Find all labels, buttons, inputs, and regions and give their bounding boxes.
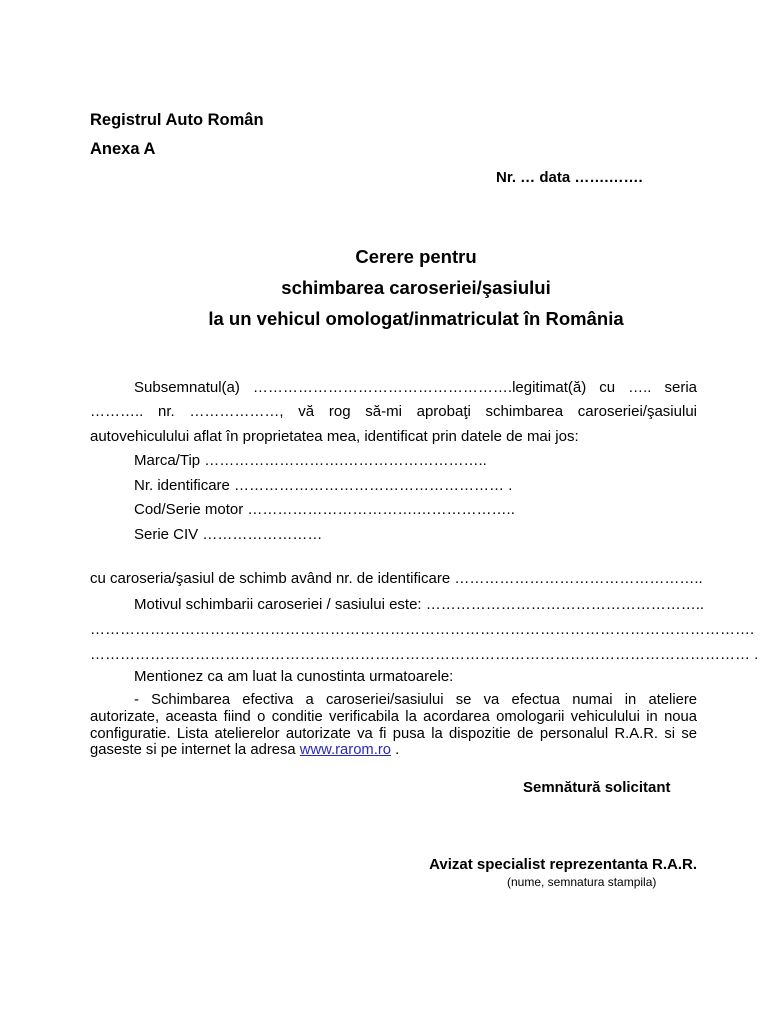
specialist-approval-note: (nume, semnatura stampila)	[507, 875, 657, 889]
acknowledgement-intro: Mentionez ca am luat la cunostinta urmatoarele:	[134, 668, 454, 685]
number-date-field: Nr. … data …….…….	[496, 169, 643, 186]
acknowledgement-line-2: autorizate, aceasta fiind o conditie verificabila la acordarea omologarii vehiculului in noua	[90, 709, 697, 725]
sentence-end: .	[395, 742, 400, 758]
request-line-3: autovehiculului aflat în proprietatea mea, identificat prin datele de mai jos:	[90, 428, 579, 445]
website-intro-text: gaseste si pe internet la adresa	[90, 742, 296, 758]
annex-label: Anexa A	[90, 140, 156, 158]
request-line-2: ……….. nr. ………………, vă rog să-mi aprobaţi schimbarea caroseriei/şasiului	[90, 403, 697, 420]
title-line-3: la un vehicul omologat/inmatriculat în România	[208, 308, 624, 329]
rar-website-link[interactable]: www.rarom.ro	[299, 742, 392, 758]
reason-blank-line-1: …………………………………………………………………………………………………………………….	[90, 621, 755, 638]
replacement-reason-line: Motivul schimbarii caroseriei / sasiului este: ………………………………………………..	[134, 596, 705, 613]
acknowledgement-line-4	[90, 742, 399, 759]
title-line-1: Cerere pentru	[355, 246, 477, 267]
applicant-signature-label: Semnătură solicitant	[523, 779, 671, 796]
request-line-1: Subsemnatul(a) …………………………………………….legitimat(ă) cu ….. seria	[134, 379, 697, 396]
acknowledgement-line-3: configuratie. Lista atelierelor autorizate va fi pusa la dispozitie de personalul R.A.R. si se	[90, 726, 697, 742]
organization-name: Registrul Auto Român	[90, 111, 264, 129]
field-make-type: Marca/Tip ……………………….………………………..	[134, 452, 487, 469]
field-engine-code: Cod/Serie motor …………………………….………………..	[134, 501, 515, 518]
title-line-2: schimbarea caroseriei/şasiului	[281, 277, 551, 298]
acknowledgement-line-1: - Schimbarea efectiva a caroseriei/sasiului se va efectua numai in ateliere	[134, 692, 697, 708]
reason-blank-line-2: …………………………………………………………………………………………………………………… .	[90, 646, 759, 663]
replacement-identification-line: cu caroseria/şasiul de schimb având nr. de identificare …………………………………………..	[90, 570, 703, 587]
field-civ-series: Serie CIV ……………………	[134, 526, 323, 543]
field-identification-number: Nr. identificare ……………………………………………… .	[134, 477, 513, 494]
specialist-approval-label: Avizat specialist reprezentanta R.A.R.	[429, 856, 697, 873]
